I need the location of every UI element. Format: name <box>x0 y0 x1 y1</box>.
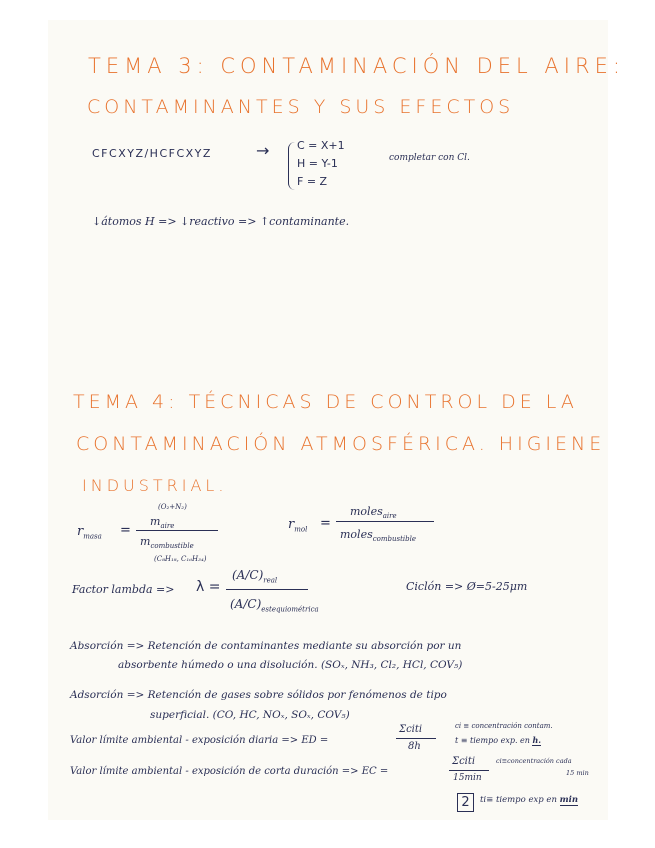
vla-ec-fraction-bar <box>449 770 489 771</box>
absorcion-line1: Absorción => Retención de contaminantes mediante su absorción por un <box>70 640 462 652</box>
vla-ed-note2: t ≡ tiempo exp. en h. <box>455 735 542 745</box>
eq-f: F = Z <box>297 175 328 188</box>
cfc-formula: CFCXYZ/HCFCXYZ <box>92 147 212 160</box>
r-masa-num-top: (O₂+N₂) <box>158 503 187 511</box>
vla-ec-label: Valor límite ambiental - exposición de corta duración => EC = <box>70 766 389 777</box>
r-mol-equals: = <box>320 516 331 531</box>
r-masa-numerator: $m_{aire}$ <box>150 515 175 531</box>
vla-ec-numerator: Σciti <box>452 756 476 767</box>
r-masa-den-bottom: (C₈H₁₈, C₁₆H₃₄) <box>154 555 207 563</box>
r-masa-equals: = <box>120 523 131 538</box>
r-masa-fraction-bar <box>136 530 218 531</box>
arrow-icon: → <box>256 141 270 160</box>
lambda-denominator: $(A/C)_{estequiométrica}$ <box>230 597 319 614</box>
lambda-numerator: $(A/C)_{real}$ <box>232 568 278 585</box>
r-masa-denominator: $m_{combustible}$ <box>140 535 194 551</box>
absorcion-line2: absorbente húmedo o una disolución. (SOₓ, NH₃, Cl₂, HCl, COV₅) <box>118 659 463 671</box>
eq-c: C = X+1 <box>297 139 345 152</box>
vla-ed-denominator: 8h <box>408 741 421 752</box>
vla-ed-numerator: Σciti <box>399 724 423 735</box>
adsorcion-line2: superficial. (CO, HC, NOₓ, SOₓ, COV₅) <box>150 709 350 721</box>
lambda-symbol: λ = <box>196 579 221 595</box>
lambda-label: Factor lambda => <box>72 583 175 596</box>
vla-ed-label: Valor límite ambiental - exposición diaria => ED = <box>70 735 329 746</box>
ciclon-note: Ciclón => Ø=5-25μm <box>406 580 528 593</box>
r-masa-label: $r_{masa}$ <box>77 524 102 541</box>
lambda-fraction-bar <box>226 589 308 590</box>
reactivity-rule: ↓átomos H => ↓reactivo => ↑contaminante. <box>92 215 350 228</box>
tema4-title-line1: TEMA 4: TÉCNICAS DE CONTROL DE LA <box>73 391 578 413</box>
adsorcion-line1: Adsorción => Retención de gases sobre sólidos por fenómenos de tipo <box>70 689 447 701</box>
r-mol-fraction-bar <box>336 521 434 522</box>
vla-ec-note2: ti≡ tiempo exp en min <box>480 795 579 805</box>
vla-ed-fraction-bar <box>396 738 436 739</box>
vla-ec-denominator: 15min <box>453 773 482 783</box>
r-mol-label: $r_{mol}$ <box>288 517 308 534</box>
tema4-title-line2: CONTAMINACIÓN ATMOSFÉRICA. HIGIENE <box>76 433 606 455</box>
tema3-title-line1: TEMA 3: CONTAMINACIÓN DEL AIRE: <box>88 54 625 78</box>
r-mol-denominator: moles$_{combustible}$ <box>340 528 417 544</box>
eq-h: H = Y-1 <box>297 157 338 170</box>
tema3-title-line2: CONTAMINANTES Y SUS EFECTOS <box>87 96 515 118</box>
brace-icon <box>288 142 295 190</box>
tema4-title-line3: INDUSTRIAL. <box>82 476 228 495</box>
r-mol-numerator: moles$_{aire}$ <box>350 505 397 521</box>
complete-note: completar con Cl. <box>389 153 470 163</box>
vla-ed-note1: ci ≡ concentración contam. <box>455 722 553 730</box>
page-number: 2 <box>457 793 474 812</box>
vla-ec-note1: ci≡concentración cada <box>496 757 572 765</box>
vla-ec-note1b: 15 min <box>566 769 589 777</box>
